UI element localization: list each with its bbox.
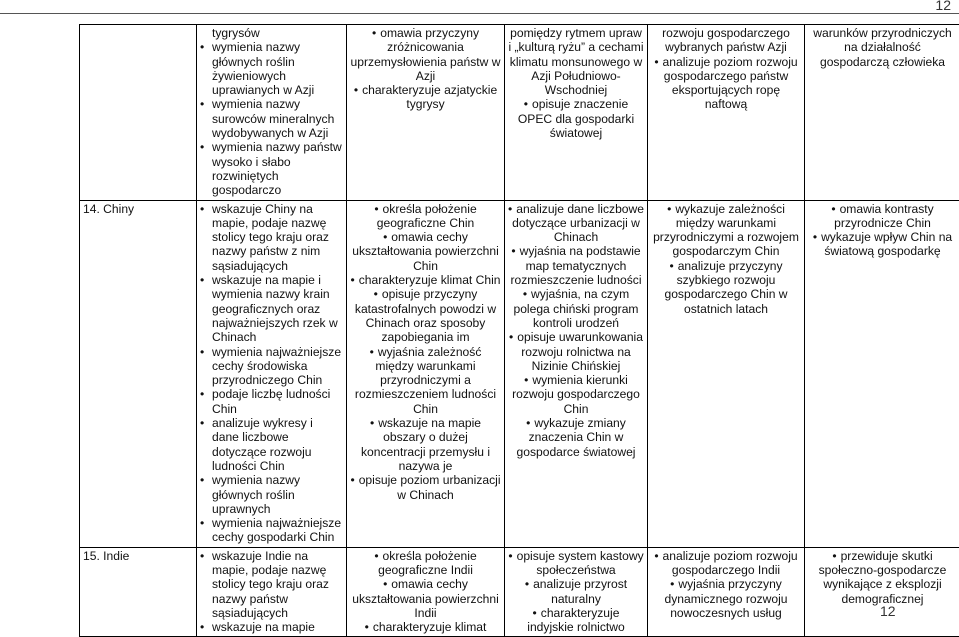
list-item: • wykazuje zmiany znaczenia Chin w gospodarce światowej	[508, 416, 644, 459]
topic-label: 15. Indie	[83, 549, 129, 563]
list-item: • podaje liczbę ludności Chin	[200, 387, 343, 416]
list-item: • opisuje system kastowy społeczeństwa	[508, 549, 644, 578]
list-item: • opisuje uwarunkowania rozwoju rolnictwa na Nizinie Chińskiej	[508, 330, 644, 373]
list-item: • wymienia nazwy surowców mineralnych wydobywanych w Azji	[200, 97, 343, 140]
list-item: tygrysów	[200, 26, 343, 40]
requirement-cell-1	[197, 200, 347, 547]
topic-label: 14. Chiny	[83, 202, 134, 216]
list-item: • analizuje wykresy i dane liczbowe dotyczące rozwoju ludności Chin	[200, 416, 343, 473]
list-item: • opisuje poziom urbanizacji w Chinach	[350, 473, 501, 502]
requirement-cell-2	[347, 547, 505, 637]
requirement-list	[508, 549, 644, 635]
list-item: warunków przyrodniczych na działalność gospodarczą człowieka	[808, 26, 957, 69]
table-row	[80, 547, 959, 637]
list-item: • wskazuje Indie na mapie, podaje nazwę stolicy tego kraju oraz nazwy państw sąsiadujących	[200, 549, 343, 620]
requirement-list	[808, 202, 957, 259]
table-row	[80, 25, 959, 201]
list-item: • wymienia najważniejsze cechy środowiska przyrodniczego Chin	[200, 345, 343, 388]
list-item: • wskazuje na mapie i wymienia nazwy krain geograficznych oraz najważniejszych rzek w Chinach	[200, 273, 343, 344]
list-item: • charakteryzuje azjatyckie tygrysy	[350, 83, 501, 112]
requirements-table	[79, 24, 959, 637]
list-item: • wyjaśnia zależność między warunkami przyrodniczymi a rozmieszczeniem ludności Chin	[350, 345, 501, 416]
list-item: • opisuje przyczyny katastrofalnych powodzi w Chinach oraz sposoby zapobiegania im	[350, 287, 501, 344]
requirement-list	[200, 549, 343, 635]
requirement-list	[200, 202, 343, 545]
list-item: • wymienia kierunki rozwoju gospodarczego Chin	[508, 373, 644, 416]
list-item: • wyjaśnia przyczyny dynamicznego rozwoju nowoczesnych usług	[651, 577, 801, 620]
requirement-list	[350, 549, 501, 635]
requirement-list	[651, 202, 801, 316]
requirement-list	[350, 26, 501, 112]
list-item: • wskazuje Chiny na mapie, podaje nazwę stolicy tego kraju oraz nazwy państw z nim sąsiadujących	[200, 202, 343, 273]
list-item: • wskazuje na mapie obszary o dużej koncentracji przemysłu i nazywa je	[350, 416, 501, 473]
requirement-cell-5	[805, 547, 959, 637]
list-item: • omawia przyczyny zróżnicowania uprzemysłowienia państw w Azji	[350, 26, 501, 83]
requirement-cell-1	[197, 25, 347, 201]
list-item: • analizuje przyrost naturalny	[508, 577, 644, 606]
requirement-cell-3	[505, 200, 648, 547]
requirement-cell-4	[648, 25, 805, 201]
requirement-list	[651, 26, 801, 112]
requirement-cell-2	[347, 200, 505, 547]
requirement-list	[350, 202, 501, 502]
requirement-list	[808, 549, 957, 606]
list-item: • wykazuje zależności między warunkami przyrodniczymi a rozwojem gospodarczym Chin	[651, 202, 801, 259]
list-item: • wymienia nazwy państw wysoko i słabo rozwiniętych gospodarczo	[200, 140, 343, 197]
list-item: • charakteryzuje klimat	[350, 620, 501, 634]
list-item: • analizuje dane liczbowe dotyczące urbanizacji w Chinach	[508, 202, 644, 245]
list-item: • omawia kontrasty przyrodnicze Chin	[808, 202, 957, 231]
requirement-list	[808, 26, 957, 69]
list-item: • wyjaśnia na podstawie map tematycznych rozmieszczenie ludności	[508, 244, 644, 287]
list-item: • opisuje znaczenie OPEC dla gospodarki światowej	[508, 97, 644, 140]
list-item: • charakteryzuje klimat Chin	[350, 273, 501, 287]
list-item: • omawia cechy ukształtowania powierzchni Chin	[350, 230, 501, 273]
list-item: • wykazuje wpływ Chin na światową gospodarkę	[808, 230, 957, 259]
list-item: • charakteryzuje indyjskie rolnictwo	[508, 606, 644, 635]
requirement-cell-2	[347, 25, 505, 201]
list-item: • wymienia najważniejsze cechy gospodarki Chin	[200, 516, 343, 545]
requirement-list	[651, 549, 801, 620]
list-item: • przewiduje skutki społeczno-gospodarcze wynikające z eksplozji demograficznej	[808, 549, 957, 606]
topic-cell	[80, 25, 197, 201]
list-item: • wskazuje na mapie	[200, 620, 343, 634]
list-item: • analizuje przyczyny szybkiego rozwoju gospodarczego Chin w ostatnich latach	[651, 259, 801, 316]
list-item: • omawia cechy ukształtowania powierzchni Indii	[350, 577, 501, 620]
table-body	[80, 25, 959, 637]
header-rule	[0, 13, 959, 14]
list-item: • analizuje poziom rozwoju gospodarczego Indii	[651, 549, 801, 578]
requirement-cell-4	[648, 547, 805, 637]
list-item: • analizuje poziom rozwoju gospodarczego państw eksportujących ropę naftową	[651, 55, 801, 112]
list-item: rozwoju gospodarczego wybranych państw Azji	[651, 26, 801, 55]
requirement-cell-4	[648, 200, 805, 547]
requirement-cell-3	[505, 547, 648, 637]
topic-cell	[80, 547, 197, 637]
list-item: pomiędzy rytmem upraw i „kulturą ryżu” a cechami klimatu monsunowego w Azji Południowo-Wschodniej	[508, 26, 644, 97]
requirement-cell-5	[805, 200, 959, 547]
page-number-top: 12	[935, 0, 951, 13]
requirement-cell-5	[805, 25, 959, 201]
page-number-bottom: 12	[880, 603, 896, 619]
requirement-list	[200, 26, 343, 198]
topic-cell	[80, 200, 197, 547]
requirement-list	[508, 26, 644, 140]
list-item: • określa położenie geograficzne Chin	[350, 202, 501, 231]
requirement-list	[508, 202, 644, 459]
list-item: • wymienia nazwy głównych roślin żywieniowych uprawianych w Azji	[200, 40, 343, 97]
table-row	[80, 200, 959, 547]
requirement-cell-3	[505, 25, 648, 201]
list-item: • wyjaśnia, na czym polega chiński program kontroli urodzeń	[508, 287, 644, 330]
list-item: • określa położenie geograficzne Indii	[350, 549, 501, 578]
requirement-cell-1	[197, 547, 347, 637]
list-item: • wymienia nazwy głównych roślin uprawnych	[200, 473, 343, 516]
